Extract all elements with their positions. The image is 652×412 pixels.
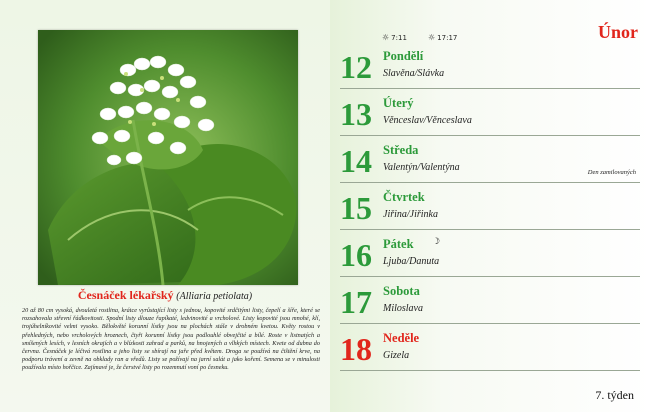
day-row — [340, 184, 640, 230]
day-number: 16 — [340, 237, 372, 273]
day-number: 15 — [340, 190, 372, 226]
sunrise-icon: ☼ — [382, 33, 390, 42]
day-row — [340, 43, 640, 89]
week-number: 7. týden — [595, 388, 634, 402]
plant-caption — [0, 288, 330, 303]
day-name: Sobota — [383, 284, 420, 298]
sunrise — [382, 33, 407, 42]
name-day: Gizela — [383, 350, 410, 361]
name-day: Ljuba/Danuta — [383, 256, 440, 267]
name-day: Věnceslav/Věnceslava — [383, 115, 472, 126]
holiday-note: Den zamilovaných — [587, 169, 636, 176]
day-name: Neděle — [383, 331, 420, 345]
name-day: Valentýn/Valentýna — [383, 162, 460, 173]
day-number: 18 — [340, 331, 372, 367]
sunset-icon: ☼ — [428, 33, 436, 42]
day-number: 14 — [340, 143, 372, 179]
day-name: Pátek — [383, 237, 414, 251]
plant-description: 20 až 80 cm vysoká, dvouletá rostlina, krátce vyrůstající listy s jednou, kopovité srdčitými listy, čepelí a šíře, které se rozsahovala střevní řádkovitosti. Spodní listy dlouze řapíkaté, ledvinovité a vrcholové. Listy kopovité jsou mnohé, klí, trojúhelníkovité velmi vysoko. Bělokvěté korunní lístky jsou na plochách stále v drobném kvetou. Květy rostou v přehledných, nebo vrcholových hroznech, čtyři korunní lístky jsou podlouhlé obvejčité a bílé. Roste v listnatých a smíšených lesích, v lesních okrajích a v blízkosti zahrad a parků, na hnojených a vlhkých místech. Kvete od dubna do června. Česnáček je léčivá rostlina a jeho listy se sbírají na jaře před květem. Droga se používá na čištění krve, na podporu trávení a zevně na obklady ran a vředů. Listy se požívají na jarní salát a jako koření. Semena se v minulosti používala místo hořčice. Zajímavé je, že čerstvé listy po rozemnutí voní po česneku. — [22, 307, 320, 372]
day-row — [340, 137, 640, 183]
day-row — [340, 278, 640, 324]
plant-name-czech: Česnáček lékařský — [77, 288, 174, 302]
day-row — [340, 325, 640, 371]
day-name: Úterý — [383, 96, 414, 110]
month-title: Únor — [598, 22, 638, 42]
day-row — [340, 231, 640, 277]
plant-name-latin: (Alliaria petiolata) — [176, 291, 253, 302]
day-number: 13 — [340, 96, 372, 132]
plant-photo — [38, 30, 298, 285]
sunrise-time: 7:11 — [391, 34, 407, 42]
sunset-time: 17:17 — [437, 34, 458, 42]
day-row — [340, 90, 640, 136]
sunset — [428, 33, 457, 42]
name-day: Jiřina/Jiřinka — [383, 209, 438, 220]
day-number: 17 — [340, 284, 372, 320]
name-day: Slavěna/Slávka — [383, 68, 445, 79]
day-name: Pondělí — [383, 49, 424, 63]
day-name: Středa — [383, 143, 419, 157]
day-number: 12 — [340, 49, 372, 85]
moon-phase-icon: ☽ — [432, 237, 441, 247]
name-day: Miloslava — [383, 303, 423, 314]
day-name: Čtvrtek — [383, 190, 425, 204]
